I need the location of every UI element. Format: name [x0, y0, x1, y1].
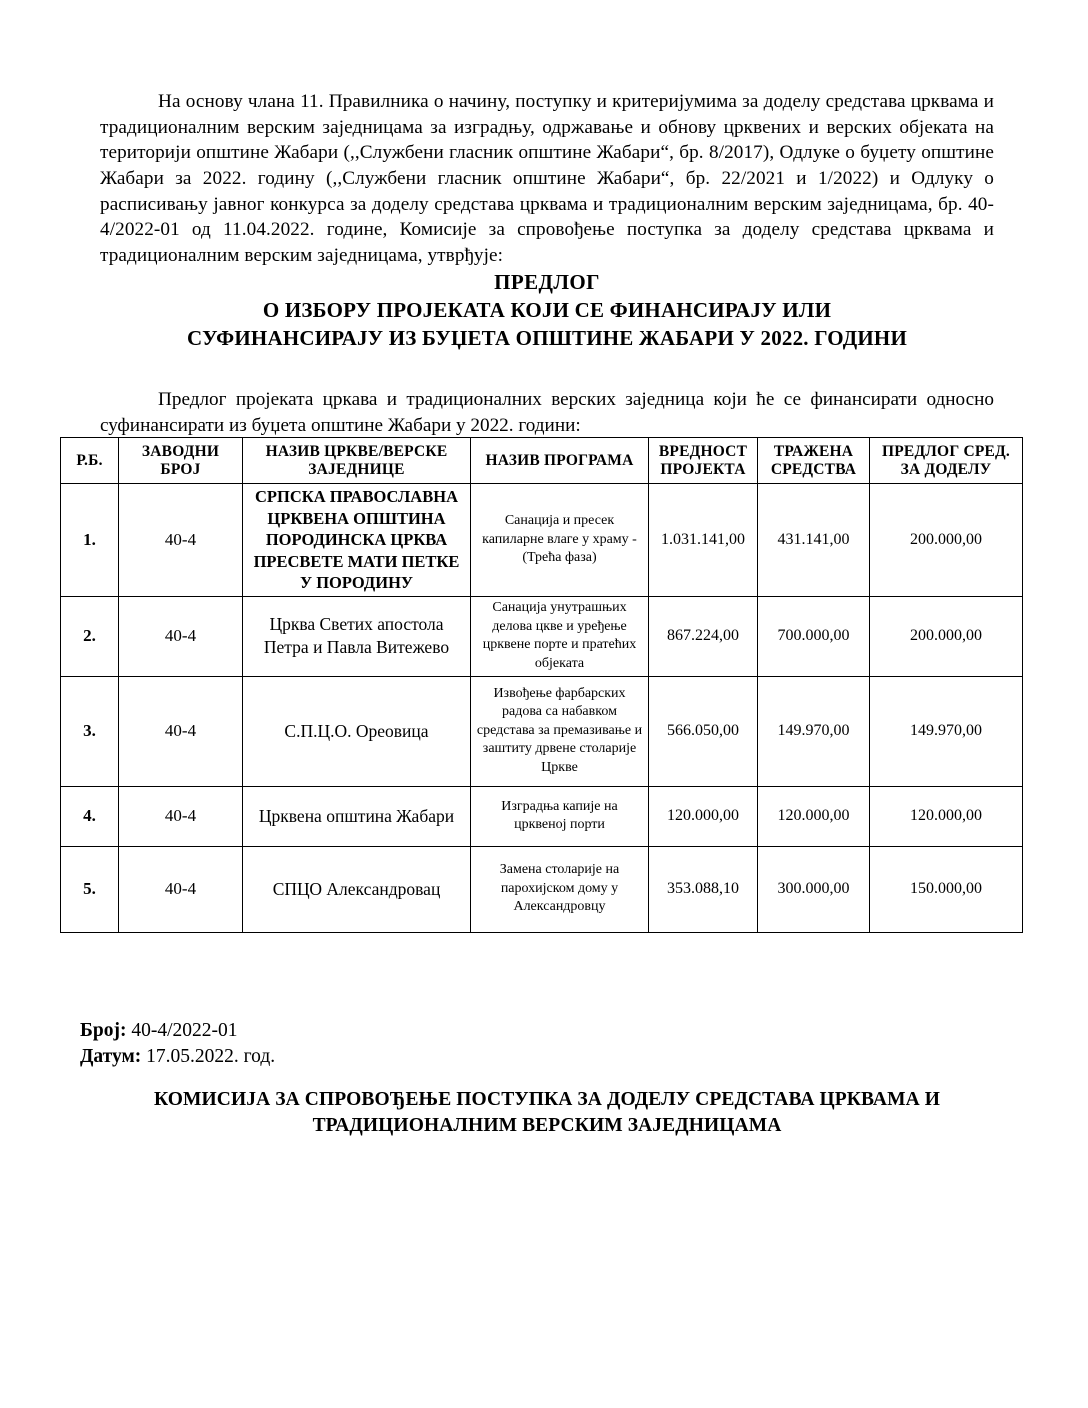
cell-naziv-crkve: СРПСКА ПРАВОСЛАВНА ЦРКВЕНА ОПШТИНА ПОРОДИНСКА ЦРКВА ПРЕСВЕТЕ МАТИ ПЕТКЕ У ПОРОДИНУ — [243, 484, 471, 597]
table-header-row — [61, 438, 1023, 484]
cell-rb: 5. — [61, 846, 119, 932]
header-trazena-sredstva: ТРАЖЕНА СРЕДСТВА — [758, 438, 870, 484]
cell-vrednost-projekta: 353.088,10 — [649, 846, 758, 932]
header-zavodni-broj: ЗАВОДНИ БРОЈ — [119, 438, 243, 484]
document-title — [100, 268, 994, 352]
title-line-2: О ИЗБОРУ ПРОЈЕКАТА КОЈИ СЕ ФИНАНСИРАЈУ ИЛИ — [262, 298, 832, 322]
cell-zavodni-broj: 40-4 — [119, 786, 243, 846]
intro-paragraph: На основу члана 11. Правилника о начину, поступку и критеријумима за доделу средстава црквама и традиционалним верским заједницама за изградњу, одржавање и обнову црквених и верских објеката на територији општине Жабари (,,Службени гласник општине Жабари“, бр. 8/2017), Одлуке о буџету општине Жабари за 2022. годину (,,Службени гласник општине Жабари“, бр. 22/2021 и 1/2022) и Одлуку о расписивању јавног конкурса за доделу средстава црквама и традиционалним верским заједницама, бр. 40-4/2022-01 од 11.04.2022. године, Комисије за спровођење поступка за доделу средстава црквама и традиционалним верским заједницама, утврђује: — [100, 91, 994, 266]
header-rb: Р.Б. — [61, 438, 119, 484]
cell-predlog-sredstava: 149.970,00 — [870, 676, 1023, 786]
header-naziv-crkve: НАЗИВ ЦРКВЕ/ВЕРСКЕ ЗАЈЕДНИЦЕ — [243, 438, 471, 484]
cell-zavodni-broj: 40-4 — [119, 846, 243, 932]
cell-predlog-sredstava: 120.000,00 — [870, 786, 1023, 846]
cell-predlog-sredstava: 200.000,00 — [870, 596, 1023, 676]
document-meta — [80, 1018, 275, 1070]
table-row — [61, 596, 1023, 676]
cell-vrednost-projekta: 1.031.141,00 — [649, 484, 758, 597]
cell-naziv-programa: Санација унутрашњих делова цкве и уређење црквене порте и пратећих објеката — [471, 596, 649, 676]
cell-naziv-programa: Извођење фарбарских радова са набавком средстава за премазивање и заштиту дрвене столарије Цркве — [471, 676, 649, 786]
cell-naziv-crkve: С.П.Ц.О. Ореовица — [243, 676, 471, 786]
cell-zavodni-broj: 40-4 — [119, 596, 243, 676]
table-row — [61, 786, 1023, 846]
document-number — [80, 1018, 275, 1044]
cell-vrednost-projekta: 120.000,00 — [649, 786, 758, 846]
cell-trazena-sredstva: 300.000,00 — [758, 846, 870, 932]
cell-vrednost-projekta: 867.224,00 — [649, 596, 758, 676]
cell-trazena-sredstva: 431.141,00 — [758, 484, 870, 597]
cell-rb: 2. — [61, 596, 119, 676]
cell-zavodni-broj: 40-4 — [119, 676, 243, 786]
cell-predlog-sredstava: 150.000,00 — [870, 846, 1023, 932]
signature-block — [100, 1087, 994, 1139]
cell-rb: 1. — [61, 484, 119, 597]
document-date — [80, 1044, 275, 1070]
cell-naziv-programa: Замена столарије на парохијском дому у Александровцу — [471, 846, 649, 932]
header-vrednost-projekta: ВРЕДНОСТ ПРОЈЕКТА — [649, 438, 758, 484]
cell-trazena-sredstva: 120.000,00 — [758, 786, 870, 846]
table-row — [61, 846, 1023, 932]
header-predlog-sredstava: ПРЕДЛОГ СРЕД. ЗА ДОДЕЛУ — [870, 438, 1023, 484]
cell-naziv-programa: Изградња капије на црквеној порти — [471, 786, 649, 846]
cell-rb: 4. — [61, 786, 119, 846]
document-date-value: 17.05.2022. год. — [146, 1046, 276, 1067]
cell-naziv-programa: Санација и пресек капиларне влаге у храму - (Трећа фаза) — [471, 484, 649, 597]
cell-naziv-crkve: Црквена општина Жабари — [243, 786, 471, 846]
table-row — [61, 676, 1023, 786]
cell-naziv-crkve: СПЦО Александровац — [243, 846, 471, 932]
document-number-value: 40-4/2022-01 — [131, 1020, 238, 1041]
cell-naziv-crkve: Црква Светих апостола Петра и Павла Витежево — [243, 596, 471, 676]
grants-table — [60, 437, 1023, 933]
cell-predlog-sredstava: 200.000,00 — [870, 484, 1023, 597]
cell-vrednost-projekta: 566.050,00 — [649, 676, 758, 786]
cell-trazena-sredstva: 700.000,00 — [758, 596, 870, 676]
header-naziv-programa: НАЗИВ ПРОГРАМА — [471, 438, 649, 484]
title-line-1: ПРЕДЛОГ — [494, 270, 600, 294]
document-number-label: Број: — [80, 1020, 127, 1041]
table-row — [61, 484, 1023, 597]
signature-line-2: ТРАДИЦИОНАЛНИМ ВЕРСКИМ ЗАЈЕДНИЦАМА — [312, 1115, 782, 1136]
signature-line-1: КОМИСИЈА ЗА СПРОВОЂЕЊЕ ПОСТУПКА ЗА ДОДЕЛУ СРЕДСТАВА ЦРКВАМА И — [153, 1089, 941, 1110]
title-line-3: СУФИНАНСИРАЈУ ИЗ БУЏЕТА ОПШТИНЕ ЖАБАРИ У 2022. ГОДИНИ — [187, 326, 907, 350]
cell-trazena-sredstva: 149.970,00 — [758, 676, 870, 786]
cell-rb: 3. — [61, 676, 119, 786]
cell-zavodni-broj: 40-4 — [119, 484, 243, 597]
lead-paragraph: Предлог пројеката цркава и традиционалних верских заједница који ће се финансирати односно суфинансирати из буџета општине Жабари у 2022. години: — [100, 389, 994, 436]
document-date-label: Датум: — [80, 1046, 142, 1067]
